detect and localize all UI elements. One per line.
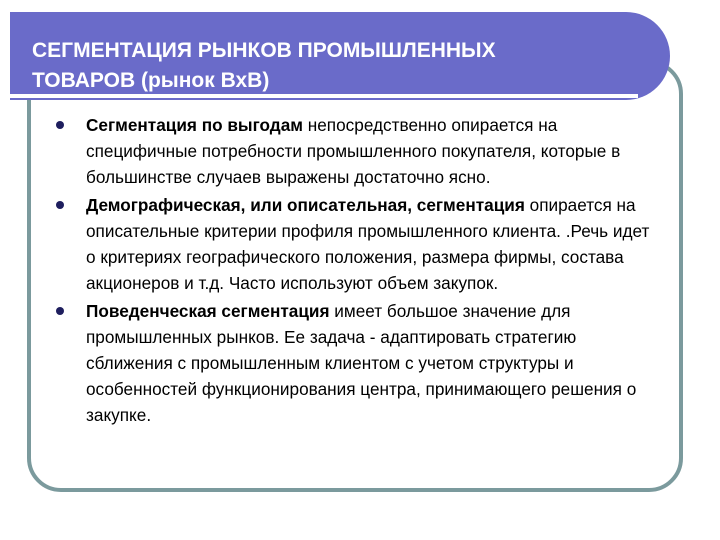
item-text: опирается на описательные критерии профиля промышленного клиента. .Речь идет о критериях географического положения, размера фирмы, состава акционеров и т.д. Часто используют объем закупок. [86, 195, 650, 293]
title-bar [10, 12, 670, 100]
item-heading: Поведенческая сегментация [86, 301, 330, 321]
list-item [50, 298, 660, 428]
item-heading: Демографическая, или описательная, сегментация [86, 195, 525, 215]
slide-title-line-1: СЕГМЕНТАЦИЯ РЫНКОВ ПРОМЫШЛЕННЫХ [32, 39, 496, 62]
item-text: имеет большое значение для промышленных рынков. Ее задача - адаптировать стратегию сближения с промышленным клиентом с учетом структуры и особенностей функционирования центра, принимающего решения о закупке. [86, 301, 637, 425]
bullet-icon [56, 201, 64, 209]
item-heading: Сегментация по выгодам [86, 115, 303, 135]
slide-title-line-2: ТОВАРОВ (рынок ВхВ) [32, 69, 270, 92]
bullet-icon [56, 307, 64, 315]
list-item [50, 192, 660, 296]
list-item [50, 112, 660, 190]
item-text: непосредственно опирается на специфичные потребности промышленного покупателя, которые в большинстве случаев выражены достаточно ясно. [86, 115, 621, 187]
slide-title [32, 36, 592, 96]
bullet-list [50, 112, 660, 430]
bullet-icon [56, 121, 64, 129]
title-underline [10, 94, 638, 98]
